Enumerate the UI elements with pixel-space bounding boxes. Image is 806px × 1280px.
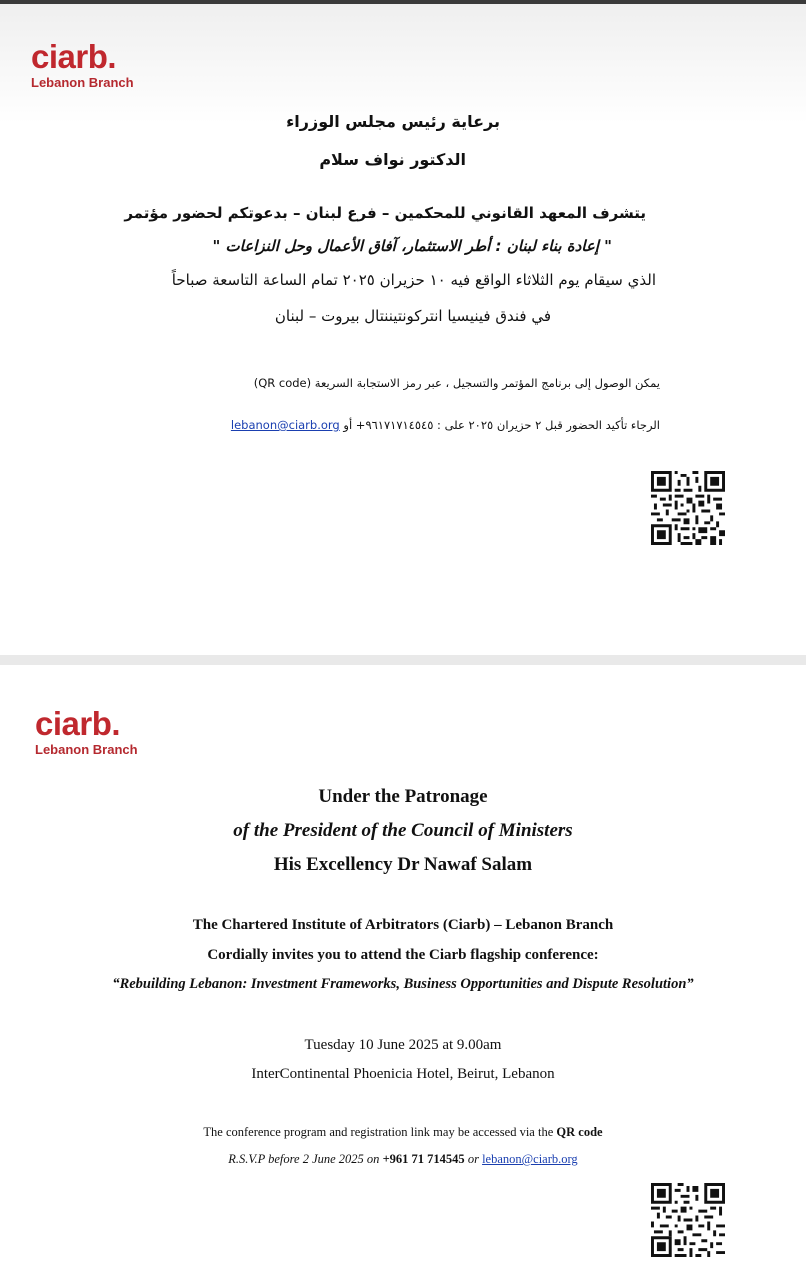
en-rsvp-prefix: R.S.V.P before 2 June 2025 on — [228, 1152, 380, 1166]
en-institute: The Chartered Institute of Arbitrators (Ciarb) – Lebanon Branch — [192, 917, 614, 933]
en-rsvp-line — [0, 1152, 806, 1167]
arabic-conference-title: " إعادة بناء لبنان : أطر الاستثمار، آفاق الأعمال وحل النزاعات " — [212, 237, 612, 255]
qr-code-graphic — [646, 471, 730, 545]
en-email-link[interactable]: lebanon@ciarb.org — [482, 1152, 578, 1166]
arabic-patronage-line1: برعاية رئيس مجلس الوزراء — [286, 112, 500, 131]
en-program-text: The conference program and registration link may be accessed via the — [203, 1125, 554, 1139]
qr-code-en[interactable] — [646, 1183, 730, 1257]
logo-branch-en: Lebanon Branch — [35, 742, 138, 757]
qr-code[interactable] — [646, 471, 730, 545]
en-program-qr: QR code — [556, 1125, 603, 1139]
en-date: Tuesday 10 June 2025 at 9.00am — [304, 1037, 502, 1053]
en-rsvp-phone: +961 71 714545 — [382, 1152, 465, 1166]
en-excellency: His Excellency Dr Nawaf Salam — [273, 854, 533, 875]
en-president: of the President of the Council of Ministers — [233, 820, 573, 841]
logo-brand-en: ciarb. — [35, 705, 121, 742]
arabic-venue-line: في فندق فينيسيا انتركونتيننتال بيروت – لبنان — [274, 307, 551, 325]
arabic-patronage-line2: الدكتور نواف سلام — [319, 150, 466, 169]
en-venue: InterContinental Phoenicia Hotel, Beirut, Lebanon — [251, 1066, 555, 1082]
english-invitation-page — [0, 665, 806, 1280]
logo-branch: Lebanon Branch — [31, 75, 134, 90]
logo-brand: ciarb. — [31, 38, 117, 75]
en-patronage: Under the Patronage — [318, 786, 488, 807]
arabic-qr-line: يمكن الوصول إلى برنامج المؤتمر والتسجيل ، عبر رمز الاستجابة السريعة (QR code) — [253, 376, 660, 390]
arabic-rsvp-text: الرجاء تأكيد الحضور قبل ٢ حزيران ٢٠٢٥ على : ٩٦١٧١٧١٤٥٤٥+ أو — [343, 418, 660, 432]
arabic-invite-line: يتشرف المعهد القانوني للمحكمين – فرع لبنان – بدعوتكم لحضور مؤتمر — [124, 204, 646, 222]
qr-code-graphic-en — [646, 1183, 730, 1257]
arabic-email-link[interactable]: lebanon@ciarb.org — [230, 418, 340, 432]
en-rsvp-or: or — [467, 1152, 479, 1166]
arabic-date-line: الذي سيقام يوم الثلاثاء الواقع فيه ١٠ حزيران ٢٠٢٥ تمام الساعة التاسعة صباحاً — [171, 271, 656, 289]
en-invite: Cordially invites you to attend the Ciarb flagship conference: — [207, 947, 599, 963]
ciarb-logo — [31, 40, 134, 90]
en-program-line — [0, 1125, 806, 1140]
en-conference-title: “Rebuilding Lebanon: Investment Frameworks, Business Opportunities and Dispute Resolution” — [112, 976, 694, 992]
arabic-rsvp-line — [231, 418, 660, 432]
ciarb-logo-en — [35, 707, 138, 757]
